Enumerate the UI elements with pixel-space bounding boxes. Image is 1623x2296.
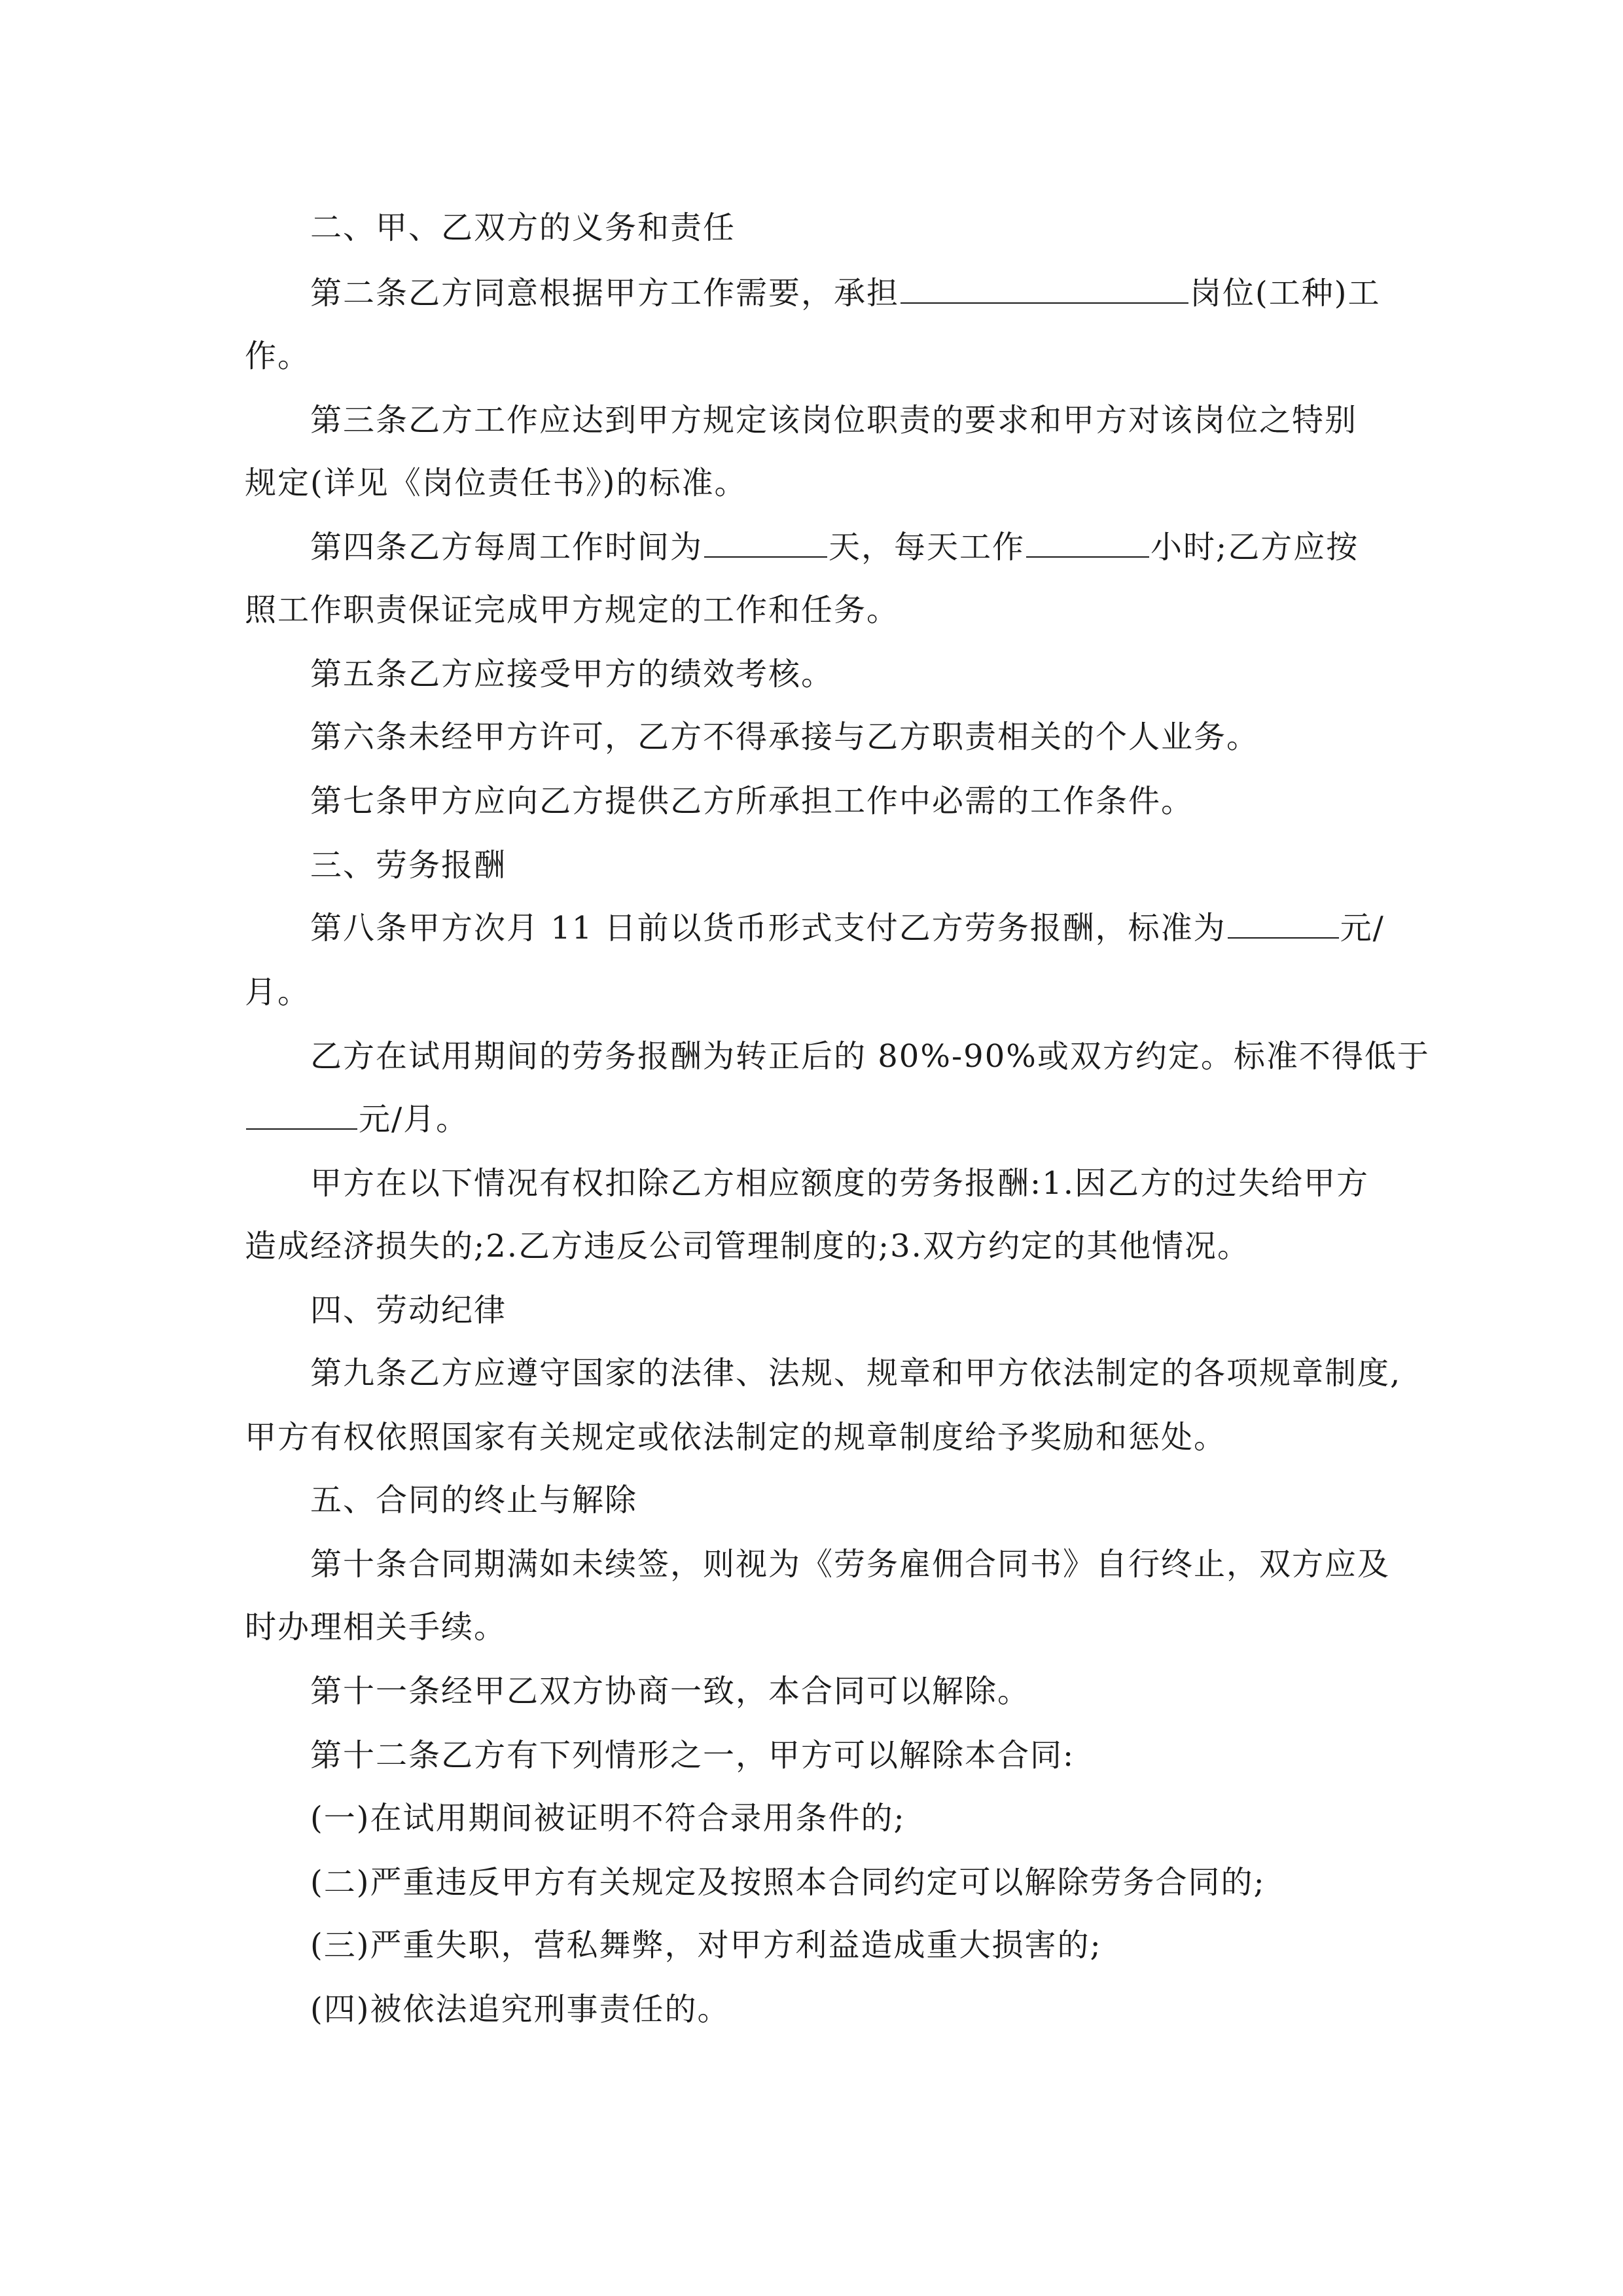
section-5-heading: 五、合同的终止与解除 (310, 1482, 638, 1518)
list-item-1: (一)在试用期间被证明不符合录用条件的; (310, 1800, 906, 1837)
section-3-heading: 三、劳务报酬 (310, 847, 507, 884)
article-8-text-b: 元/ (1340, 910, 1385, 946)
article-3-line-2: 规定(详见《岗位责任书》)的标准。 (245, 465, 747, 501)
hours-per-day-blank (1026, 530, 1149, 558)
article-4-text-c: 小时;乙方应按 (1150, 529, 1359, 565)
trial-pay-line-1: 乙方在试用期间的劳务报酬为转正后的 80%-90%或双方约定。标准不得低于 (310, 1038, 1430, 1075)
monthly-pay-blank (1228, 911, 1339, 939)
trial-pay-line-2 (245, 1100, 469, 1139)
article-9-line-1: 第九条乙方应遵守国家的法律、法规、规章和甲方依法制定的各项规章制度, (310, 1355, 1402, 1391)
article-4-line-2: 照工作职责保证完成甲方规定的工作和任务。 (245, 592, 900, 628)
article-4-line-1 (310, 528, 1359, 567)
article-5: 第五条乙方应接受甲方的绩效考核。 (310, 656, 834, 692)
minimum-pay-blank (246, 1102, 357, 1130)
article-8-line-1 (310, 908, 1385, 948)
article-10-line-1: 第十条合同期满如未续签，则视为《劳务雇佣合同书》自行终止，双方应及 (310, 1546, 1391, 1583)
article-2-text-b: 岗位(工种)工 (1190, 275, 1381, 312)
article-10-line-2: 时办理相关手续。 (245, 1609, 507, 1645)
article-11: 第十一条经甲乙双方协商一致，本合同可以解除。 (310, 1673, 1031, 1710)
section-2-heading: 二、甲、乙双方的义务和责任 (310, 209, 736, 246)
article-9-line-2: 甲方有权依照国家有关规定或依法制定的规章制度给予奖励和惩处。 (245, 1419, 1227, 1456)
trial-pay-unit: 元/月。 (359, 1101, 469, 1138)
section-4-heading: 四、劳动纪律 (310, 1292, 507, 1329)
list-item-3: (三)严重失职，营私舞弊，对甲方利益造成重大损害的; (310, 1927, 1102, 1964)
list-item-4: (四)被依法追究刑事责任的。 (310, 1991, 730, 2028)
deduction-line-1: 甲方在以下情况有权扣除乙方相应额度的劳务报酬:1.因乙方的过失给甲方 (310, 1165, 1369, 1202)
article-12: 第十二条乙方有下列情形之一，甲方可以解除本合同: (310, 1737, 1075, 1774)
deduction-line-2: 造成经济损失的;2.乙方违反公司管理制度的;3.双方约定的其他情况。 (245, 1228, 1250, 1265)
job-position-blank (901, 276, 1188, 304)
days-per-week-blank (704, 530, 827, 558)
article-3-line-1: 第三条乙方工作应达到甲方规定该岗位职责的要求和甲方对该岗位之特别 (310, 402, 1358, 439)
article-4-text-a: 第四条乙方每周工作时间为 (310, 529, 704, 565)
article-8-line-2: 月。 (245, 974, 311, 1011)
article-2-line-2: 作。 (245, 338, 311, 374)
article-2-line-1 (310, 274, 1380, 313)
article-6: 第六条未经甲方许可，乙方不得承接与乙方职责相关的个人业务。 (310, 719, 1260, 755)
article-8-text-a: 第八条甲方次月 11 日前以货币形式支付乙方劳务报酬，标准为 (310, 910, 1226, 946)
article-4-text-b: 天，每天工作 (829, 529, 1026, 565)
list-item-2: (二)严重违反甲方有关规定及按照本合同约定可以解除劳务合同的; (310, 1864, 1266, 1901)
article-7: 第七条甲方应向乙方提供乙方所承担工作中必需的工作条件。 (310, 783, 1194, 819)
article-2-text-a: 第二条乙方同意根据甲方工作需要，承担 (310, 275, 900, 312)
